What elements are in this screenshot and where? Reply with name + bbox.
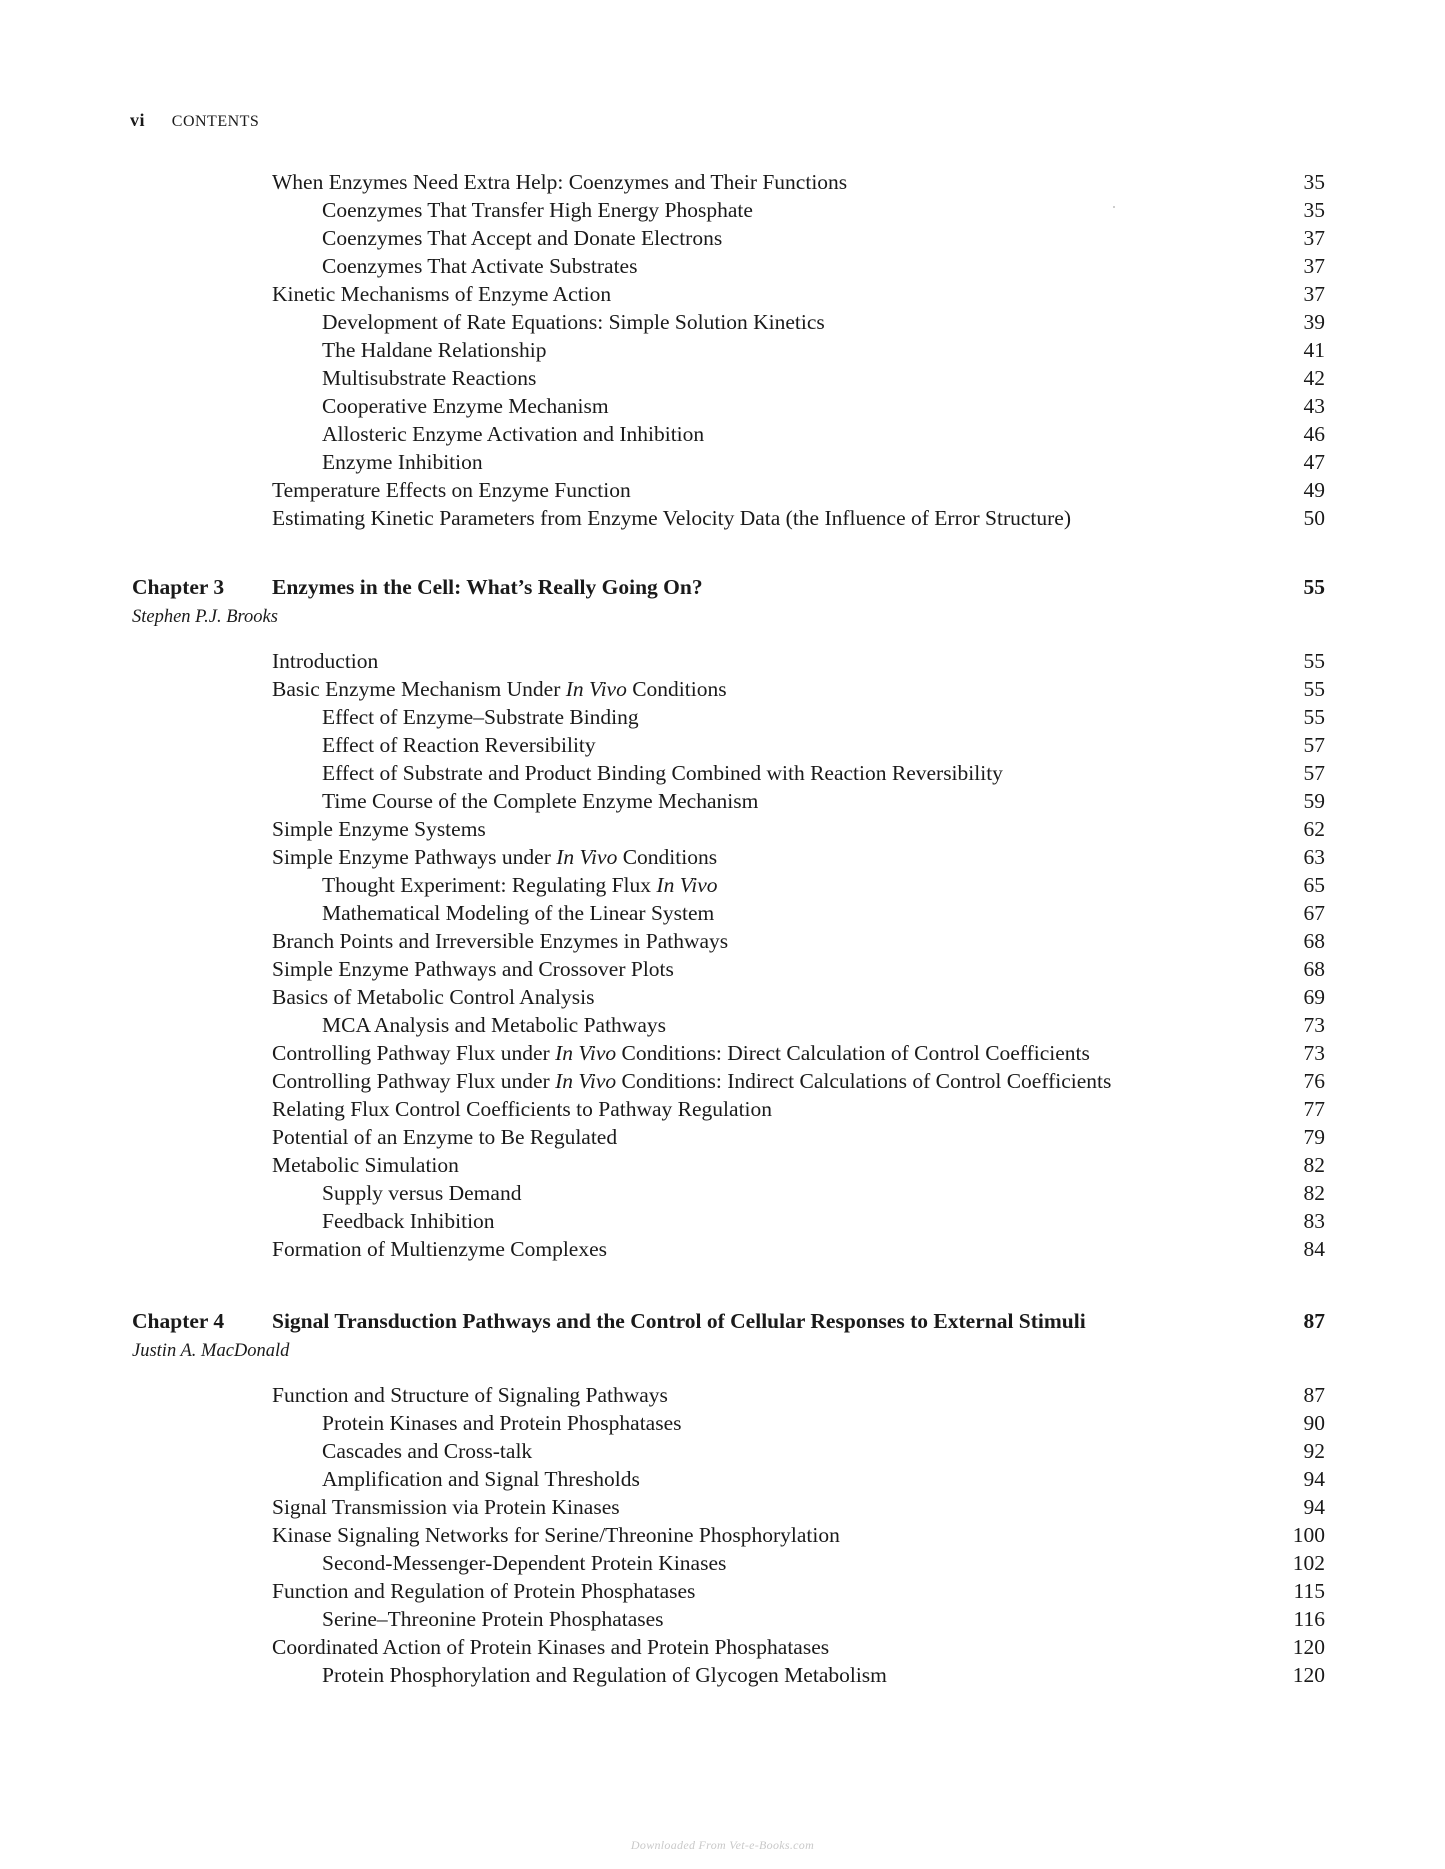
toc-entry[interactable] xyxy=(0,703,1445,731)
toc-entry-page: 84 xyxy=(1303,1237,1325,1261)
running-head: CONTENTS xyxy=(171,113,260,130)
toc-entry-page: 92 xyxy=(1303,1439,1325,1463)
toc-entry-title: Mathematical Modeling of the Linear System xyxy=(322,901,715,925)
toc-entry-page: 62 xyxy=(1303,817,1325,841)
toc-entry-title: Allosteric Enzyme Activation and Inhibition xyxy=(322,422,705,446)
toc-entry-title: Basic Enzyme Mechanism Under In Vivo Conditions xyxy=(272,677,727,701)
toc-entry[interactable] xyxy=(0,1067,1445,1095)
toc-entry-page: 79 xyxy=(1303,1125,1325,1149)
toc-entry-title: Simple Enzyme Systems xyxy=(272,817,486,841)
toc-entry-page: 116 xyxy=(1293,1607,1325,1631)
toc-entry-page: 68 xyxy=(1303,957,1325,981)
toc-entry-title: Cascades and Cross-talk xyxy=(322,1439,533,1463)
toc-entry-title: Coenzymes That Accept and Donate Electrons xyxy=(322,226,723,250)
toc-entry[interactable] xyxy=(0,955,1445,983)
toc-entry-page: 59 xyxy=(1303,789,1325,813)
toc-entry-page: 82 xyxy=(1303,1181,1325,1205)
toc-entry-title: Controlling Pathway Flux under In Vivo Conditions: Direct Calculation of Control Coefficients xyxy=(272,1041,1090,1065)
toc-entry-title: Feedback Inhibition xyxy=(322,1209,495,1233)
toc-entry-page: 46 xyxy=(1303,422,1325,446)
toc-entry-title: Effect of Substrate and Product Binding Combined with Reaction Reversibility xyxy=(322,761,1003,785)
toc-entry-page: 55 xyxy=(1303,705,1325,729)
toc-entry[interactable] xyxy=(0,364,1445,392)
chapter-label: Chapter 3 xyxy=(132,575,225,599)
toc-entry-title: Relating Flux Control Coefficients to Pathway Regulation xyxy=(272,1097,773,1121)
toc-entry-page: 87 xyxy=(1303,1383,1325,1407)
toc-entry[interactable] xyxy=(0,1179,1445,1207)
toc-entry-title: Introduction xyxy=(272,649,379,673)
toc-entry-page: 37 xyxy=(1303,282,1325,306)
toc-entry-page: 76 xyxy=(1303,1069,1325,1093)
toc-entry-page: 94 xyxy=(1303,1467,1325,1491)
toc-entry-page: 42 xyxy=(1303,366,1325,390)
toc-entry-title: Multisubstrate Reactions xyxy=(322,366,537,390)
toc-entry-page: 50 xyxy=(1303,506,1325,530)
toc-entry-page: 47 xyxy=(1303,450,1325,474)
toc-entry[interactable] xyxy=(0,1123,1445,1151)
chapter-page: 87 xyxy=(1303,1309,1325,1333)
toc-entry[interactable] xyxy=(0,392,1445,420)
toc-entry-title: Thought Experiment: Regulating Flux In Vivo xyxy=(322,873,718,897)
toc-entry-page: 65 xyxy=(1303,873,1325,897)
chapter-label: Chapter 4 xyxy=(132,1309,225,1333)
toc-entry[interactable] xyxy=(0,1381,1445,1409)
toc-entry[interactable] xyxy=(0,871,1445,899)
toc-entry[interactable] xyxy=(0,1661,1445,1689)
toc-entry-title: Protein Kinases and Protein Phosphatases xyxy=(322,1411,682,1435)
toc-entry-title: Amplification and Signal Thresholds xyxy=(322,1467,640,1491)
toc-entry-page: 68 xyxy=(1303,929,1325,953)
toc-entry[interactable] xyxy=(0,1493,1445,1521)
toc-entry-title: Kinetic Mechanisms of Enzyme Action xyxy=(272,282,612,306)
toc-entry-title: MCA Analysis and Metabolic Pathways xyxy=(322,1013,666,1037)
toc-entry-page: 57 xyxy=(1303,761,1325,785)
toc-entry[interactable] xyxy=(0,336,1445,364)
toc-entry[interactable] xyxy=(0,1437,1445,1465)
toc-entry-title: Function and Structure of Signaling Pathways xyxy=(272,1383,668,1407)
toc-entry-title: Function and Regulation of Protein Phosphatases xyxy=(272,1579,696,1603)
toc-entry-title: Potential of an Enzyme to Be Regulated xyxy=(272,1125,618,1149)
toc-entry[interactable] xyxy=(0,252,1445,280)
toc-entry[interactable] xyxy=(0,843,1445,871)
toc-entry-page: 82 xyxy=(1303,1153,1325,1177)
toc-entry[interactable] xyxy=(0,1207,1445,1235)
toc-entry[interactable] xyxy=(0,815,1445,843)
toc-entry[interactable] xyxy=(0,731,1445,759)
toc-entry-page: 77 xyxy=(1303,1097,1325,1121)
toc-entry[interactable] xyxy=(0,1151,1445,1179)
toc-entry[interactable] xyxy=(0,1465,1445,1493)
toc-entry-title: Temperature Effects on Enzyme Function xyxy=(272,478,631,502)
toc-entry[interactable] xyxy=(0,196,1445,224)
toc-entry-page: 39 xyxy=(1303,310,1325,334)
toc-entry-title: Kinase Signaling Networks for Serine/Threonine Phosphorylation xyxy=(272,1523,840,1547)
toc-entry-title: Estimating Kinetic Parameters from Enzyme Velocity Data (the Influence of Error Structure) xyxy=(272,506,1071,530)
toc-entry[interactable] xyxy=(0,1605,1445,1633)
toc-entry[interactable] xyxy=(0,1577,1445,1605)
toc-entry[interactable] xyxy=(0,899,1445,927)
toc-entry[interactable] xyxy=(0,675,1445,703)
chapter-title: Signal Transduction Pathways and the Control of Cellular Responses to External Stimuli xyxy=(272,1309,1086,1333)
chapter-heading[interactable] xyxy=(0,573,1445,601)
toc-entry-title: Branch Points and Irreversible Enzymes in Pathways xyxy=(272,929,729,953)
toc-entry-title: Signal Transmission via Protein Kinases xyxy=(272,1495,620,1519)
toc-entry-title: When Enzymes Need Extra Help: Coenzymes and Their Functions xyxy=(272,170,848,194)
toc-entry-title: Enzyme Inhibition xyxy=(322,450,483,474)
toc-entry-page: 73 xyxy=(1303,1041,1325,1065)
toc-entry-page: 100 xyxy=(1292,1523,1325,1547)
toc-entry-title: Simple Enzyme Pathways under In Vivo Conditions xyxy=(272,845,718,869)
toc-entry[interactable] xyxy=(0,1549,1445,1577)
toc-entry-page: 43 xyxy=(1303,394,1325,418)
toc-entry[interactable] xyxy=(0,759,1445,787)
toc-entry-title: Coordinated Action of Protein Kinases and Protein Phosphatases xyxy=(272,1635,830,1659)
toc-entry-page: 102 xyxy=(1292,1551,1325,1575)
toc-entry[interactable] xyxy=(0,280,1445,308)
toc-entry-page: 120 xyxy=(1292,1663,1325,1687)
toc-entry-page: 73 xyxy=(1303,1013,1325,1037)
toc-entry-page: 35 xyxy=(1303,170,1325,194)
chapter-title: Enzymes in the Cell: What’s Really Going On? xyxy=(272,575,703,599)
toc-entry[interactable] xyxy=(0,476,1445,504)
toc-entry[interactable] xyxy=(0,308,1445,336)
toc-entry[interactable] xyxy=(0,168,1445,196)
toc-entry[interactable] xyxy=(0,927,1445,955)
toc-entry-title: Formation of Multienzyme Complexes xyxy=(272,1237,607,1261)
toc-entry-title: Effect of Reaction Reversibility xyxy=(322,733,596,757)
toc-entry[interactable] xyxy=(0,1011,1445,1039)
page-folio: vi xyxy=(130,110,146,130)
toc-entry[interactable] xyxy=(0,983,1445,1011)
toc-entry[interactable] xyxy=(0,1633,1445,1661)
toc-entry[interactable] xyxy=(0,504,1445,532)
toc-entry-title: Serine–Threonine Protein Phosphatases xyxy=(322,1607,664,1631)
toc-entry-page: 35 xyxy=(1303,198,1325,222)
toc-entry-page: 67 xyxy=(1303,901,1325,925)
toc-entry[interactable] xyxy=(0,1521,1445,1549)
page-header xyxy=(130,110,259,131)
toc-entry-page: 49 xyxy=(1303,478,1325,502)
toc-entry-title: Time Course of the Complete Enzyme Mechanism xyxy=(322,789,759,813)
toc-entry-title: Coenzymes That Transfer High Energy Phosphate xyxy=(322,198,753,222)
chapter-heading[interactable] xyxy=(0,1307,1445,1335)
toc-entry[interactable] xyxy=(0,1095,1445,1123)
toc-entry[interactable] xyxy=(0,420,1445,448)
toc-entry-title: Simple Enzyme Pathways and Crossover Plots xyxy=(272,957,674,981)
toc-entry-title: Effect of Enzyme–Substrate Binding xyxy=(322,705,639,729)
toc-entry-page: 90 xyxy=(1303,1411,1325,1435)
toc-entry[interactable] xyxy=(0,647,1445,675)
chapter-author: Stephen P.J. Brooks xyxy=(132,607,278,627)
toc-entry-page: 83 xyxy=(1303,1209,1325,1233)
toc-entry-page: 63 xyxy=(1303,845,1325,869)
toc-entry-title: Metabolic Simulation xyxy=(272,1153,459,1177)
toc-entry-title: Basics of Metabolic Control Analysis xyxy=(272,985,595,1009)
toc-entry[interactable] xyxy=(0,448,1445,476)
toc-entry[interactable] xyxy=(0,1039,1445,1067)
toc-entry-title: Protein Phosphorylation and Regulation of Glycogen Metabolism xyxy=(322,1663,887,1687)
toc-entry-page: 94 xyxy=(1303,1495,1325,1519)
toc-entry-title: Cooperative Enzyme Mechanism xyxy=(322,394,609,418)
toc-entry-page: 55 xyxy=(1303,677,1325,701)
toc-entry[interactable] xyxy=(0,787,1445,815)
toc-entry-title: Controlling Pathway Flux under In Vivo Conditions: Indirect Calculations of Control Coefficients xyxy=(272,1069,1112,1093)
toc-entry[interactable] xyxy=(0,1409,1445,1437)
toc-entry-title: Supply versus Demand xyxy=(322,1181,522,1205)
toc-entry[interactable] xyxy=(0,1235,1445,1263)
toc-entry-page: 37 xyxy=(1303,254,1325,278)
toc-entry-page: 120 xyxy=(1292,1635,1325,1659)
toc-entry-page: 115 xyxy=(1293,1579,1325,1603)
chapter-author: Justin A. MacDonald xyxy=(132,1341,290,1361)
toc-entry-title: Development of Rate Equations: Simple Solution Kinetics xyxy=(322,310,825,334)
toc-entry[interactable] xyxy=(0,224,1445,252)
toc-entry-page: 55 xyxy=(1303,649,1325,673)
toc-entry-title: The Haldane Relationship xyxy=(322,338,547,362)
download-watermark: Downloaded From Vet-e-Books.com xyxy=(630,1838,815,1852)
toc-entry-page: 57 xyxy=(1303,733,1325,757)
toc-entry-page: 69 xyxy=(1303,985,1325,1009)
chapter-page: 55 xyxy=(1303,575,1325,599)
toc-entry-page: 37 xyxy=(1303,226,1325,250)
toc-entry-title: Second-Messenger-Dependent Protein Kinases xyxy=(322,1551,727,1575)
toc-entry-page: 41 xyxy=(1303,338,1325,362)
toc-entry-title: Coenzymes That Activate Substrates xyxy=(322,254,638,278)
